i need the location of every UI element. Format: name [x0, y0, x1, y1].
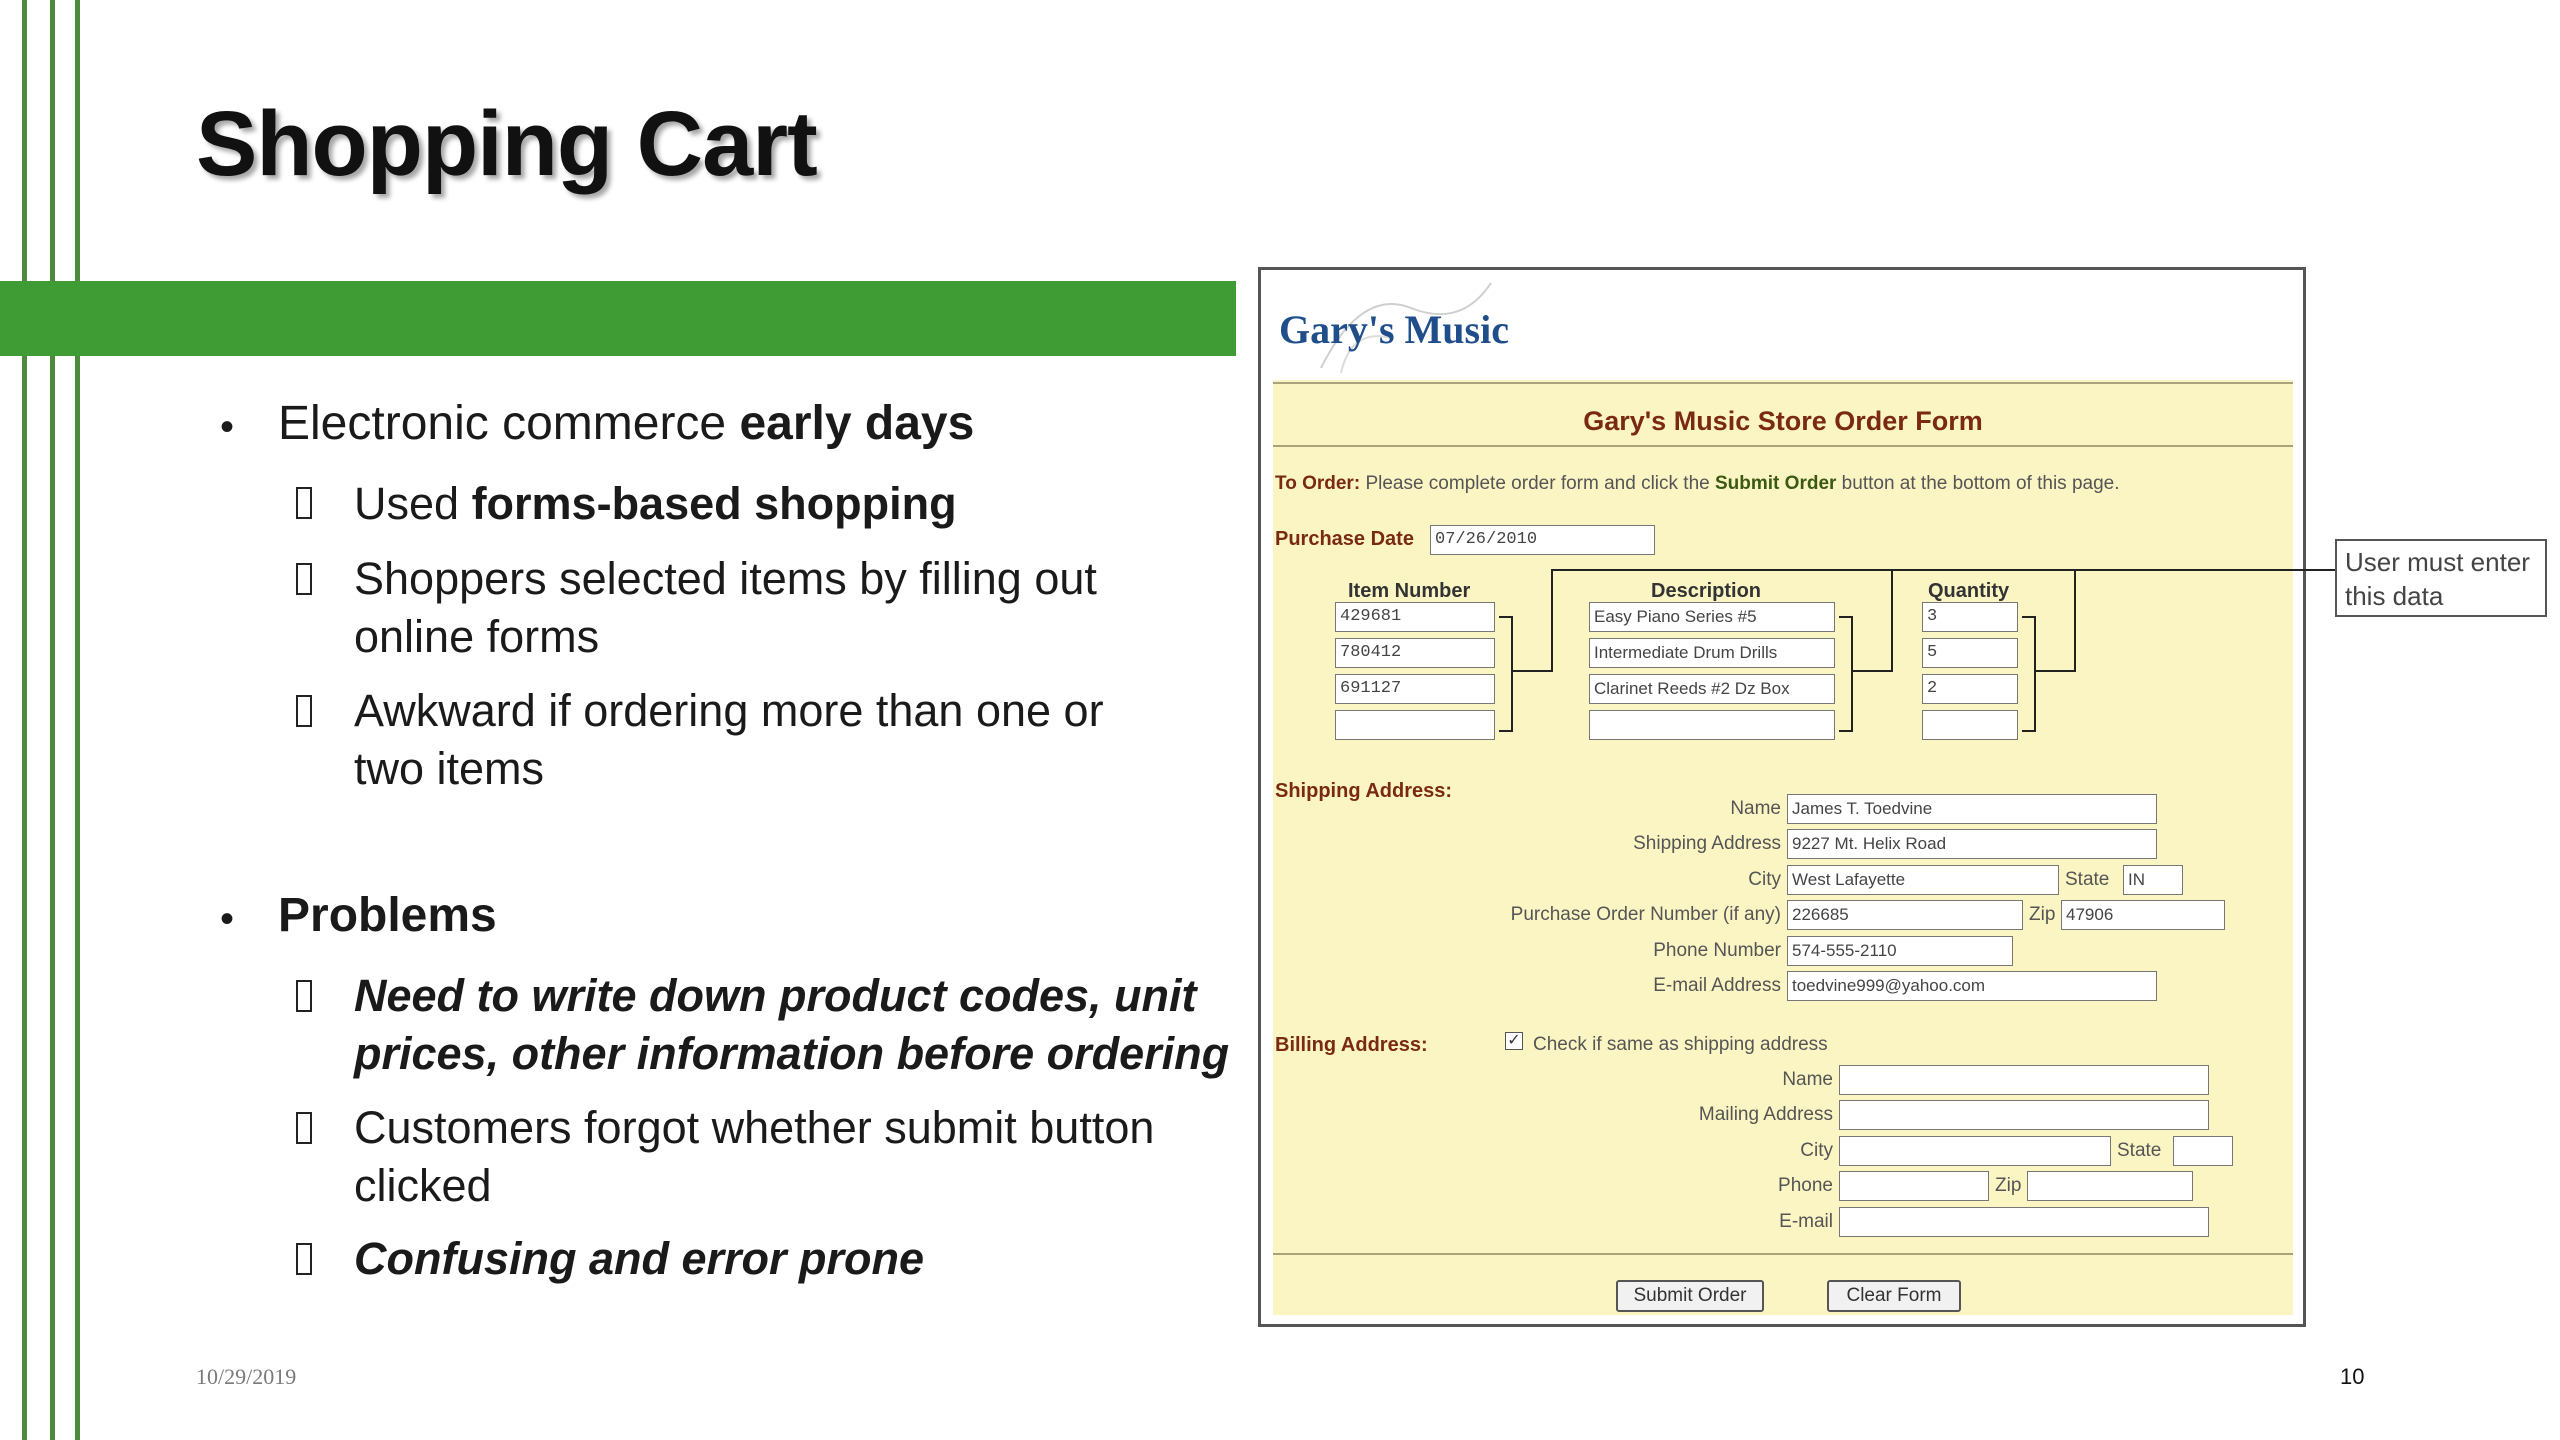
- annotation-line: [1891, 569, 1893, 672]
- shipping-name-field[interactable]: James T. Toedvine: [1787, 794, 2157, 824]
- decorative-line-3: [75, 0, 80, 1440]
- instruction-text: Please complete order form and click the: [1365, 473, 1715, 494]
- quantity-field[interactable]: [1922, 710, 2018, 740]
- description-field[interactable]: Intermediate Drum Drills: [1589, 638, 1835, 668]
- billing-mailing-field[interactable]: [1839, 1100, 2209, 1130]
- quantity-field[interactable]: 3: [1922, 602, 2018, 632]
- shipping-address-field-label: Shipping Address: [1633, 833, 1781, 854]
- item-number-field[interactable]: 429681: [1335, 602, 1495, 632]
- order-form-screenshot: [1258, 267, 2306, 1327]
- sub-bullet-marker: [296, 695, 312, 727]
- shipping-phone-field[interactable]: 574-555-2110: [1787, 936, 2013, 966]
- annotation-bracket: [1499, 616, 1513, 732]
- shipping-address-field[interactable]: 9227 Mt. Helix Road: [1787, 829, 2157, 859]
- sub-bullet-marker: [296, 1112, 312, 1144]
- sub-bullet-line: online forms: [354, 611, 600, 662]
- sub-bullet-line: Customers forgot whether submit button: [354, 1102, 1155, 1153]
- billing-email-field[interactable]: [1839, 1207, 2209, 1237]
- shipping-state-field[interactable]: IN: [2123, 865, 2183, 895]
- same-address-label: Check if same as shipping address: [1533, 1034, 1828, 1055]
- sub-bullet-bold: forms-based shopping: [471, 478, 957, 529]
- form-header: [1261, 270, 2303, 380]
- sub-bullet-1-1: [354, 475, 957, 533]
- quantity-field[interactable]: 2: [1922, 674, 2018, 704]
- sub-bullet-marker: [296, 487, 312, 519]
- billing-state-label: State: [2117, 1140, 2162, 1161]
- state-label: State: [2065, 869, 2110, 890]
- shipping-zip-field[interactable]: 47906: [2061, 900, 2225, 930]
- column-header-quantity: Quantity: [1928, 580, 2010, 602]
- sub-bullet-line: clicked: [354, 1160, 492, 1211]
- billing-city-field[interactable]: [1839, 1136, 2111, 1166]
- annotation-line: [1551, 569, 2339, 571]
- description-field[interactable]: [1589, 710, 1835, 740]
- annotation-bracket: [1839, 616, 1853, 732]
- billing-zip-label: Zip: [1995, 1175, 2022, 1196]
- sub-bullet-line: two items: [354, 743, 545, 794]
- bullet-item-2: Problems: [278, 889, 497, 942]
- sub-bullet-text: Used: [354, 478, 472, 529]
- shipping-address-label: Shipping Address:: [1275, 780, 1453, 802]
- city-label: City: [1748, 869, 1781, 890]
- divider: [1273, 445, 2293, 447]
- bullet-bold: early days: [739, 397, 975, 450]
- to-order-label: To Order:: [1275, 473, 1361, 494]
- sub-bullet-1-2: [354, 550, 1097, 666]
- billing-email-label: E-mail: [1779, 1211, 1833, 1232]
- store-logo: Gary's Music: [1279, 307, 1509, 352]
- submit-order-button[interactable]: Submit Order: [1616, 1280, 1764, 1312]
- decorative-line-2: [50, 0, 55, 1440]
- description-field[interactable]: Easy Piano Series #5: [1589, 602, 1835, 632]
- email-address-label: E-mail Address: [1653, 975, 1781, 996]
- billing-phone-field[interactable]: [1839, 1171, 1989, 1201]
- callout-line: this data: [2345, 581, 2444, 611]
- sub-bullet-marker: [296, 1243, 312, 1275]
- clear-form-button[interactable]: Clear Form: [1827, 1280, 1961, 1312]
- sub-bullet-line: Awkward if ordering more than one or: [354, 685, 1104, 736]
- sub-bullet-2-3: Confusing and error prone: [354, 1233, 925, 1284]
- slide-date: 10/29/2019: [196, 1364, 297, 1389]
- billing-name-field[interactable]: [1839, 1065, 2209, 1095]
- billing-zip-field[interactable]: [2027, 1171, 2193, 1201]
- annotation-line: [1551, 569, 1553, 672]
- sub-bullet-line: Need to write down product codes, unit: [354, 970, 1197, 1021]
- item-number-field[interactable]: 691127: [1335, 674, 1495, 704]
- purchase-order-field[interactable]: 226685: [1787, 900, 2023, 930]
- zip-label: Zip: [2029, 904, 2056, 925]
- same-address-checkbox[interactable]: ✓: [1505, 1032, 1523, 1050]
- purchase-date-label: Purchase Date: [1275, 528, 1414, 550]
- slide-title: Shopping Cart: [196, 93, 817, 195]
- bullet-dot: •: [220, 897, 235, 941]
- bullet-dot: •: [220, 405, 235, 449]
- sub-bullet-2-1: [354, 967, 1229, 1083]
- billing-city-label: City: [1800, 1140, 1833, 1161]
- phone-number-label: Phone Number: [1653, 940, 1781, 961]
- shipping-email-field[interactable]: toedvine999@yahoo.com: [1787, 971, 2157, 1001]
- shipping-city-field[interactable]: West Lafayette: [1787, 865, 2059, 895]
- column-header-description: Description: [1651, 580, 1762, 602]
- bullet-text: Electronic commerce: [278, 397, 740, 450]
- annotation-callout: [2335, 539, 2547, 617]
- sub-bullet-line: prices, other information before ordering: [354, 1028, 1230, 1079]
- name-label: Name: [1730, 798, 1781, 819]
- callout-line: User must enter: [2345, 547, 2530, 577]
- billing-mailing-label: Mailing Address: [1698, 1104, 1833, 1125]
- billing-state-field[interactable]: [2173, 1136, 2233, 1166]
- annotation-bracket: [2022, 616, 2036, 732]
- column-header-item: Item Number: [1348, 580, 1471, 602]
- divider: [1273, 382, 2293, 384]
- sub-bullet-marker: [296, 980, 312, 1012]
- form-body: [1273, 380, 2293, 1315]
- slide-number: 10: [2340, 1364, 2365, 1389]
- purchase-order-label: Purchase Order Number (if any): [1510, 904, 1781, 925]
- annotation-line: [2036, 670, 2074, 672]
- billing-name-label: Name: [1782, 1069, 1833, 1090]
- quantity-field[interactable]: 5: [1922, 638, 2018, 668]
- annotation-line: [1853, 670, 1891, 672]
- divider: [1273, 1253, 2293, 1255]
- item-number-field[interactable]: [1335, 710, 1495, 740]
- bullet-item-1: [278, 395, 974, 453]
- billing-address-label: Billing Address:: [1275, 1034, 1428, 1056]
- description-field[interactable]: Clarinet Reeds #2 Dz Box: [1589, 674, 1835, 704]
- instruction-bold: Submit Order: [1715, 473, 1837, 494]
- sub-bullet-marker: [296, 563, 312, 595]
- sub-bullet-line: Shoppers selected items by filling out: [354, 553, 1097, 604]
- billing-phone-label: Phone: [1778, 1175, 1833, 1196]
- decorative-line-1: [22, 0, 27, 1440]
- title-accent-bar: [0, 281, 1236, 356]
- annotation-line: [1513, 670, 1551, 672]
- instruction-text: button at the bottom of this page.: [1836, 473, 2120, 494]
- annotation-line: [2074, 569, 2076, 672]
- purchase-date-field[interactable]: 07/26/2010: [1430, 525, 1655, 555]
- sub-bullet-2-2: [354, 1099, 1154, 1215]
- item-number-field[interactable]: 780412: [1335, 638, 1495, 668]
- order-instructions: [1275, 473, 2120, 495]
- sub-bullet-1-3: [354, 682, 1104, 798]
- form-title: Gary's Music Store Order Form: [1583, 406, 1983, 436]
